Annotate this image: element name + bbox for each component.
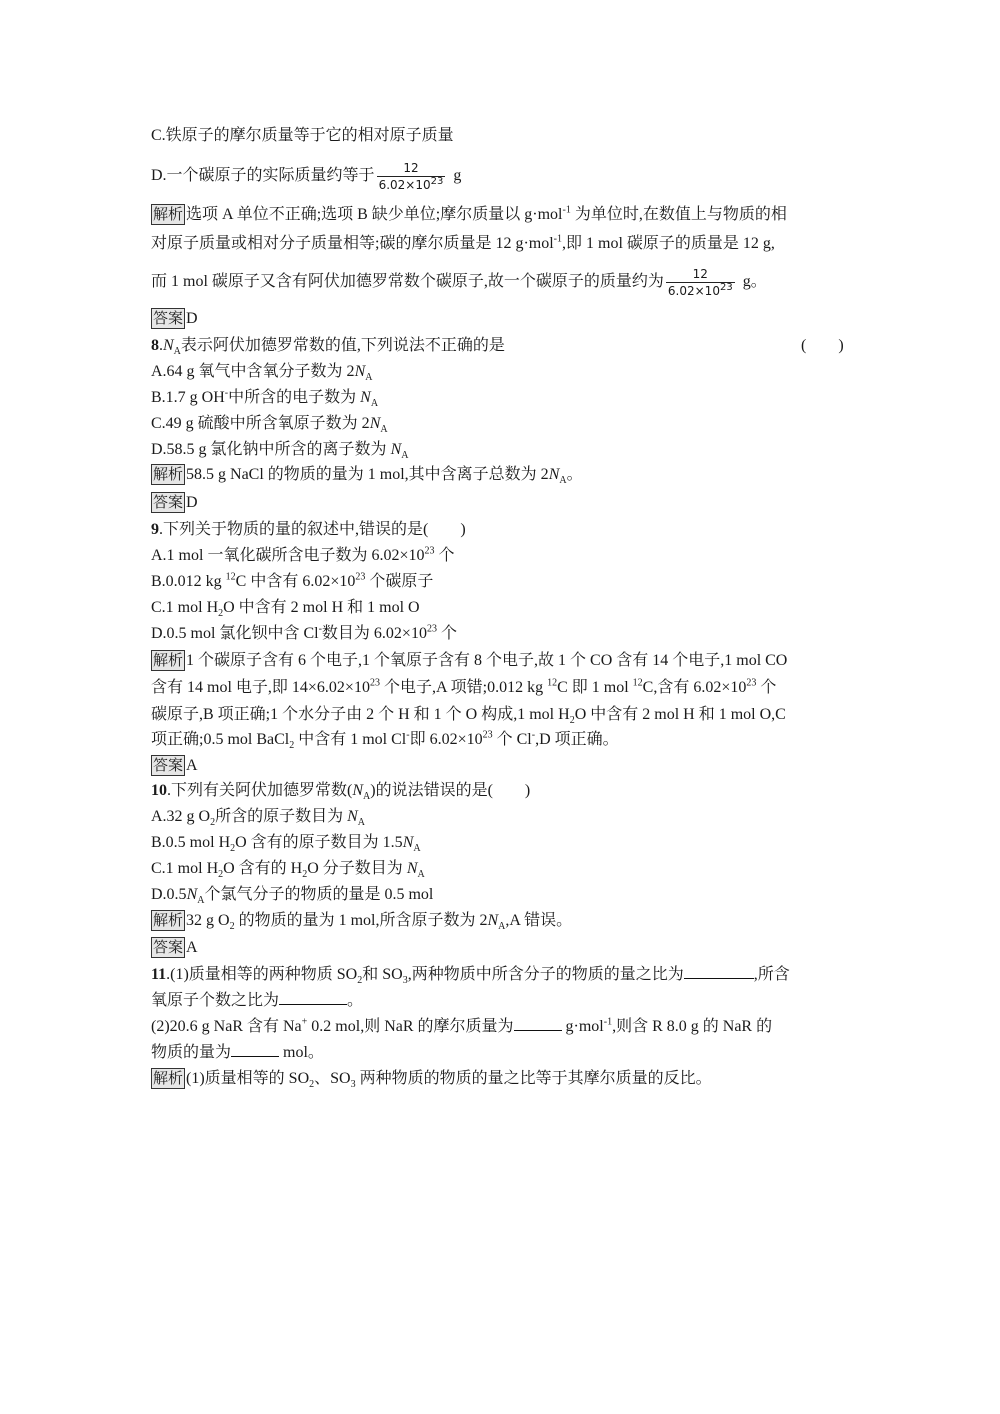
answer-blank[interactable] (231, 1042, 279, 1057)
analysis-label: 解析 (153, 911, 184, 929)
fraction: $\frac{12}{6.02\times 10^{23}}$ (667, 267, 733, 298)
answer-label: 答案 (153, 493, 184, 511)
q9-stem: 9.下列关于物质的量的叙述中,错误的是( ) (151, 521, 466, 538)
q9-option-d: D.0.5 mol 氯化钡中含 Cl-数目为 $6.02\times 10^{23}$ 个 (151, 623, 457, 642)
q10-option-c: C.1 mol $H_2O$ 含有的 $H_2O$ 分子数目为 $N_A$ (151, 860, 425, 881)
q7-option-d: D.一个碳原子的实际质量约等于 $\frac{12}{6.02\times 10^{23}}$ g (151, 161, 462, 192)
q7-analysis-line2: 对原子质量或相对分子质量相等;碳的摩尔质量是 12 g·mol$^{-1}$,即 1 mol 碳原子的质量是 12 g, (151, 233, 775, 252)
q11-part2-line1: (2)20.6 g NaR 含有 Na+ 0.2 mol,则 NaR 的摩尔质量为 g·mol$^{-1}$,则含 R 8.0 g 的 NaR 的 (151, 1016, 773, 1035)
q9-analysis-line4: 项正确;0.5 mol BaCl$_2$ 中含有 1 mol Cl-即 $6.02\times 10^{23}$ 个 Cl-,D 项正确。 (151, 729, 619, 752)
q11-part1-line1: 11.(1)质量相等的两种物质 $SO_2$和 $SO_3$,两种物质中所含分子的物质的量之比为 ,所含 (151, 966, 790, 987)
q9-answer: 答案 A (153, 756, 198, 774)
answer-label: 答案 (153, 938, 184, 956)
q7-analysis-line1: 解析 选项 A 单位不正确;选项 B 缺少单位;摩尔质量以 g·mol$^{-1}$ 为单位时,在数值上与物质的相 (153, 204, 787, 223)
q8-option-a: A.64 g 氧气中含氧分子数为 $2N_A$ (151, 363, 373, 384)
q10-option-d: $D.0.5N_A$个氯气分子的物质的量是 0.5 mol (151, 886, 434, 907)
q8-answer: 答案 D (153, 493, 198, 511)
q10-stem: 10.下列有关阿伏加德罗常数$(N_A)$的说法错误的是( ) (151, 782, 531, 803)
q9-option-b: B.0.012 kg $^{12}$C 中含有 $6.02\times 10^{23}$ 个碳原子 (151, 571, 434, 590)
analysis-label: 解析 (153, 651, 184, 669)
q7-analysis-line3: 而 1 mol 碳原子又含有阿伏加德罗常数个碳原子,故一个碳原子的质量约为 $\frac{12}{6.02\times 10^{23}}$ g。 (151, 267, 767, 298)
answer-blank[interactable] (514, 1016, 562, 1031)
q10-analysis: 解析 32 g $O_2$ 的物质的量为 1 mol,所含原子数为 $2N_A,A$ 错误。 (153, 911, 573, 933)
answer-label: 答案 (153, 309, 184, 327)
q8-option-b: B.1.7 g OH-中所含的电子数为 $N_A$ (151, 387, 379, 410)
q8-option-d: D.58.5 g 氯化钠中所含的离子数为 $N_A$ (151, 441, 409, 462)
q9-option-c: C.1 mol $H_2O$ 中含有 2 mol H 和 1 mol O (151, 599, 420, 620)
q10-answer: 答案 A (153, 938, 198, 956)
q8-analysis: 解析 58.5 g NaCl 的物质的量为 1 mol,其中含离子总数为 $2N_A$。 (153, 465, 583, 487)
answer-blank[interactable] (684, 964, 754, 979)
analysis-label: 解析 (153, 1069, 184, 1087)
q9-analysis-line1: 解析 1 个碳原子含有 6 个电子,1 个氧原子含有 8 个电子,故 1 个 CO 含有 14 个电子,1 mol CO (153, 651, 788, 669)
answer-label: 答案 (153, 756, 184, 774)
answer-bracket: ( ) (801, 337, 844, 354)
q11-part2-line2: 物质的量为 mol。 (151, 1044, 324, 1061)
q9-option-a: A.1 mol 一氧化碳所含电子数为 $6.02\times 10^{23}$ 个 (151, 545, 455, 564)
q11-part1-line2: 氧原子个数之比为 。 (151, 992, 364, 1009)
q10-option-a: A.32 g $O_2$所含的原子数目为 $N_A$ (151, 808, 366, 829)
q9-analysis-line2: 含有 14 mol 电子,即 $14\times 6.02\times 10^{23}$ 个电子,A 项错;0.012 kg $^{12}$C 即 1 mol $^{12}$C,含有 $6.02\times 10^{23}$ 个 (151, 677, 777, 696)
analysis-label: 解析 (153, 205, 184, 223)
q7-option-c: C.铁原子的摩尔质量等于它的相对原子质量 (151, 127, 454, 144)
q10-option-b: B.0.5 mol $H_2O$ 含有的原子数目为 $1.5N_A$ (151, 834, 421, 855)
q9-analysis-line3: 碳原子,B 项正确;1 个水分子由 2 个 H 和 1 个 O 构成,1 mol $H_2O$ 中含有 2 mol H 和 1 mol O,C (151, 706, 786, 727)
q11-analysis: 解析 (1)质量相等的 $SO_2$、$SO_3$ 两种物质的物质的量之比等于其摩尔质量的反比。 (153, 1069, 712, 1091)
answer-blank[interactable] (279, 990, 347, 1005)
q8-option-c: C.49 g 硫酸中所含氧原子数为 $2N_A$ (151, 415, 388, 436)
q7-answer: 答案 D (153, 309, 198, 327)
analysis-label: 解析 (153, 465, 184, 483)
q8-stem: $8.N_A$表示阿伏加德罗常数的值,下列说法不正确的是 ( ) (151, 337, 844, 358)
fraction: $\frac{12}{6.02\times 10^{23}}$ (378, 161, 444, 192)
